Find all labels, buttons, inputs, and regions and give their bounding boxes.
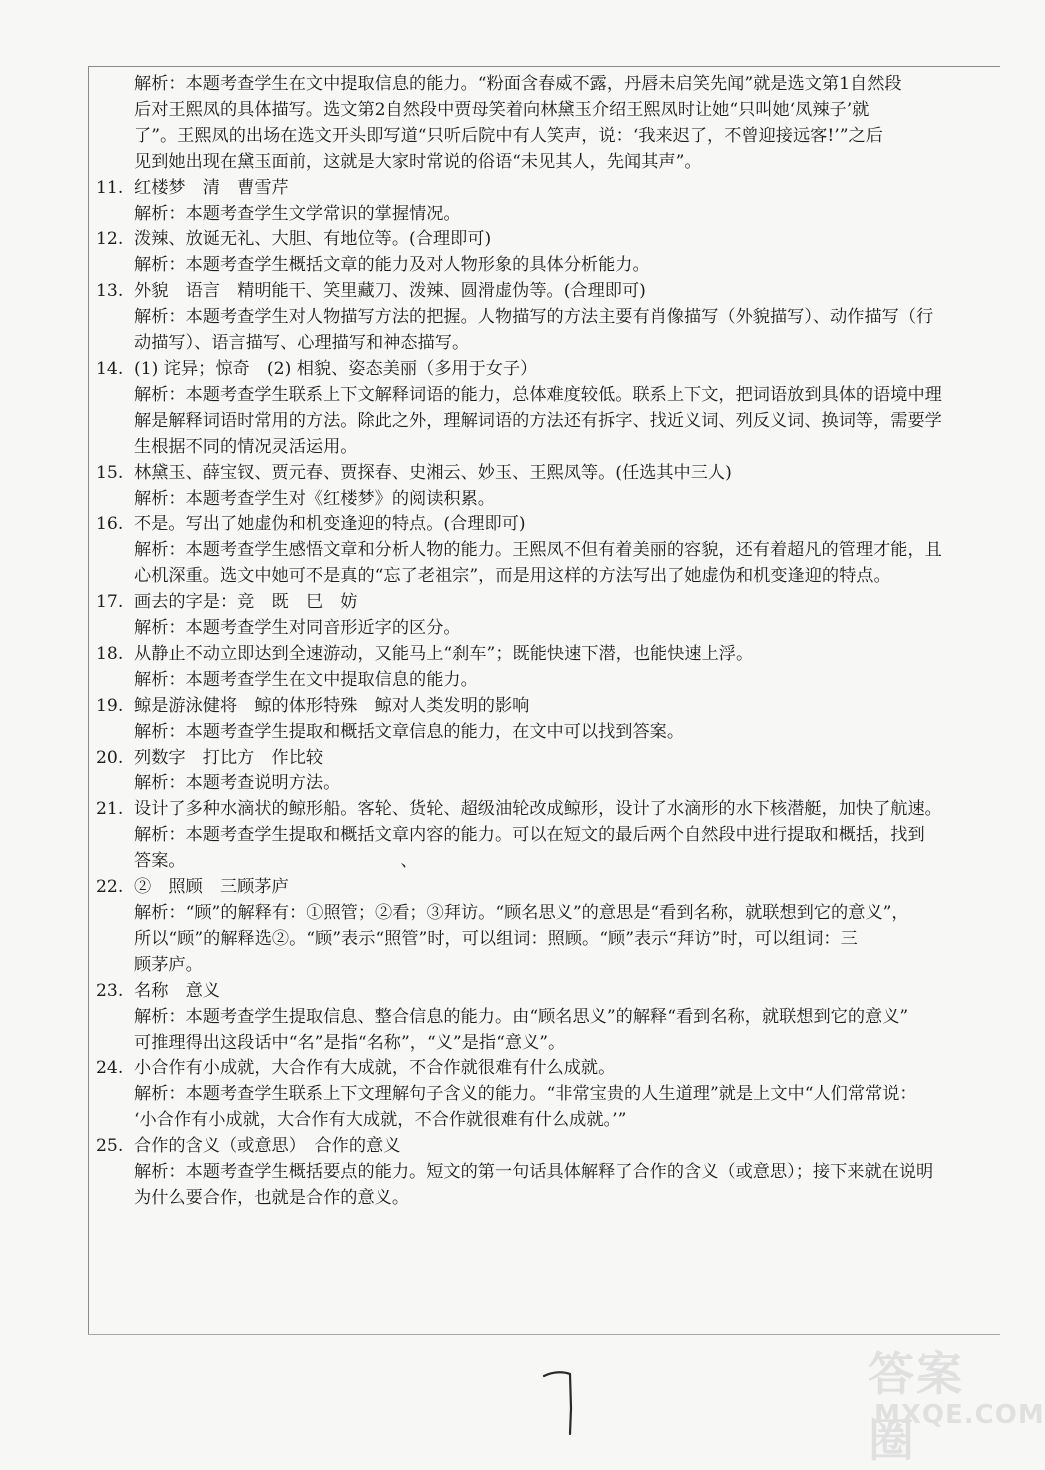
item-number [96, 202, 134, 228]
answer-item-line [96, 642, 986, 668]
item-number [96, 771, 134, 797]
line-text: 解析：本题考查学生联系上下文解释词语的能力，总体难度较低。联系上下文，把词语放到具体的语境中理 [134, 384, 942, 405]
line-text: 设计了多种水滴状的鲸形船。客轮、货轮、超级油轮改成鲸形，设计了水滴形的水下核潜艇，加快了航速。 [134, 799, 942, 820]
line-text: 可推理得出这段话中“名”是指“名称”，“义”是指“意义”。 [134, 1032, 566, 1053]
explanation-line [96, 1082, 986, 1108]
line-text: 名称 意义 [134, 980, 220, 1001]
line-text: 解析：本题考查学生联系上下文理解句子含义的能力。“非常宝贵的人生道理”就是上文中“人们常常说： [134, 1084, 917, 1105]
item-number: 17. [96, 592, 124, 613]
item-number: 23. [96, 980, 124, 1001]
line-text: 答案。 、 [134, 851, 418, 872]
item-number [96, 927, 134, 953]
explanation-line [96, 124, 986, 150]
explanation-line [96, 409, 986, 435]
explanation-line [96, 953, 986, 979]
line-text: 林黛玉、薛宝钗、贾元春、贾探春、史湘云、妙玉、王熙凤等。(任选其中三人) [134, 462, 732, 483]
watermark-logo [868, 1338, 1045, 1467]
explanation-line [96, 720, 986, 746]
answer-item-line [96, 279, 986, 305]
line-text: ② 照顾 三顾茅庐 [134, 877, 289, 898]
item-number: 25. [96, 1136, 124, 1157]
item-number: 15. [96, 462, 124, 483]
item-number [96, 1031, 134, 1057]
explanation-line [96, 435, 986, 461]
explanation-line [96, 1005, 986, 1031]
item-number [96, 72, 134, 98]
line-text: 不是。写出了她虚伪和机变逢迎的特点。(合理即可) [134, 514, 526, 535]
item-number: 22. [96, 877, 124, 898]
item-number [96, 305, 134, 331]
line-text: 解是解释词语时常用的方法。除此之外，理解词语的方法还有拆字、找近义词、列反义词、换词等，需要学 [134, 410, 942, 431]
answer-item-line [96, 227, 986, 253]
item-number: 19. [96, 695, 124, 716]
answer-item-line [96, 746, 986, 772]
line-text: 所以“顾”的解释选②。“顾”表示“照管”时，可以组词：照顾。“顾”表示“拜访”时，可以组词：三 [134, 928, 858, 949]
explanation-line [96, 150, 986, 176]
item-number [96, 720, 134, 746]
item-number: 14. [96, 358, 124, 379]
line-text: 解析：本题考查学生概括文章的能力及对人物形象的具体分析能力。 [134, 255, 650, 276]
line-text: 解析：本题考查学生对人物描写方法的把握。人物描写的方法主要有肖像描写（外貌描写）、动作描写（行 [134, 307, 934, 328]
explanation-line [96, 1108, 986, 1134]
item-number: 16. [96, 514, 124, 535]
page-frame-left [88, 66, 89, 1334]
item-number [96, 953, 134, 979]
line-text: 鲸是游泳健将 鲸的体形特殊 鲸对人类发明的影响 [134, 695, 530, 716]
page-frame-bottom [88, 1334, 1000, 1335]
item-number: 24. [96, 1058, 124, 1079]
explanation-line [96, 564, 986, 590]
explanation-line [96, 771, 986, 797]
line-text: 生根据不同的情况灵活运用。 [134, 436, 358, 457]
answer-text-body [96, 72, 986, 1212]
explanation-line [96, 305, 986, 331]
line-text: 外貌 语言 精明能干、笑里藏刀、泼辣、圆滑虚伪等。(合理即可) [134, 281, 646, 302]
explanation-line [96, 487, 986, 513]
explanation-line [96, 72, 986, 98]
explanation-line [96, 927, 986, 953]
item-number [96, 1160, 134, 1186]
explanation-line [96, 253, 986, 279]
line-text: 红楼梦 清 曹雪芹 [134, 177, 289, 198]
line-text: 解析：本题考查学生文学常识的掌握情况。 [134, 203, 461, 224]
item-number [96, 616, 134, 642]
line-text: 画去的字是：竞 既 巳 妨 [134, 592, 358, 613]
line-text: 动描写）、语言描写、心理描写和神态描写。 [134, 333, 470, 354]
watermark-url-text: MXQE.COM [874, 1400, 1045, 1430]
line-text: (1) 诧异；惊奇 (2) 相貌、姿态美丽（多用于女子） [134, 358, 538, 379]
item-number: 13. [96, 281, 124, 302]
explanation-line [96, 901, 986, 927]
answer-item-line [96, 875, 986, 901]
item-number: 12. [96, 229, 124, 250]
line-text: 解析：本题考查学生对同音形近字的区分。 [134, 618, 461, 639]
answer-item-line [96, 461, 986, 487]
page-frame-top [88, 66, 1000, 67]
watermark-main-text: 答案圈 [868, 1347, 964, 1467]
line-text: 为什么要合作，也就是合作的意义。 [134, 1187, 410, 1208]
item-number [96, 150, 134, 176]
handwritten-mark-icon [540, 1368, 580, 1438]
line-text: 解析：本题考查学生对《红楼梦》的阅读积累。 [134, 488, 495, 509]
item-number: 11. [96, 177, 124, 198]
item-number [96, 901, 134, 927]
answer-item-line [96, 1134, 986, 1160]
explanation-line [96, 538, 986, 564]
line-text: 解析：本题考查说明方法。 [134, 773, 341, 794]
explanation-line [96, 383, 986, 409]
item-number [96, 409, 134, 435]
item-number [96, 668, 134, 694]
answer-item-line [96, 512, 986, 538]
item-number [96, 253, 134, 279]
explanation-line [96, 1031, 986, 1057]
line-text: ‘小合作有小成就，大合作有大成就，不合作就很难有什么成就。’” [134, 1110, 627, 1131]
line-text: 解析：本题考查学生提取和概括文章内容的能力。可以在短文的最后两个自然段中进行提取和概括，找到 [134, 825, 925, 846]
answer-item-line [96, 176, 986, 202]
answer-item-line [96, 590, 986, 616]
line-text: 解析：本题考查学生提取信息、整合信息的能力。由“顾名思义”的解释“看到名称，就联想到它的意义” [134, 1006, 909, 1027]
item-number [96, 538, 134, 564]
answer-item-line [96, 357, 986, 383]
item-number [96, 1005, 134, 1031]
item-number: 21. [96, 799, 124, 820]
item-number [96, 435, 134, 461]
item-number: 20. [96, 747, 124, 768]
item-number [96, 1186, 134, 1212]
answer-item-line [96, 797, 986, 823]
line-text: 了”。王熙凤的出场在选文开头即写道“只听后院中有人笑声，说：‘我来迟了，不曾迎接远客!’”之后 [134, 125, 883, 146]
explanation-line [96, 331, 986, 357]
line-text: 见到她出现在黛玉面前，这就是大家时常说的俗语“未见其人，先闻其声”。 [134, 151, 702, 172]
answer-item-line [96, 1056, 986, 1082]
explanation-line [96, 668, 986, 694]
explanation-line [96, 823, 986, 849]
answer-item-line [96, 979, 986, 1005]
line-text: 解析：本题考查学生感悟文章和分析人物的能力。王熙凤不但有着美丽的容貌，还有着超凡的管理才能，且 [134, 540, 942, 561]
line-text: 解析：本题考查学生提取和概括文章信息的能力，在文中可以找到答案。 [134, 721, 685, 742]
line-text: 顾茅庐。 [134, 954, 203, 975]
line-text: 解析：本题考查学生在文中提取信息的能力。“粉面含春威不露，丹唇未启笑先闻”就是选文第1自然段 [134, 74, 902, 94]
item-number [96, 1082, 134, 1108]
explanation-line [96, 98, 986, 124]
line-text: 解析：本题考查学生概括要点的能力。短文的第一句话具体解释了合作的含义（或意思）；接下来就在说明 [134, 1162, 934, 1183]
item-number [96, 487, 134, 513]
line-text: 列数字 打比方 作比较 [134, 747, 324, 768]
item-number [96, 331, 134, 357]
line-text: 心机深重。选文中她可不是真的“忘了老祖宗”，而是用这样的方法写出了她虚伪和机变逢迎的特点。 [134, 566, 891, 587]
line-text: 从静止不动立即达到全速游动，又能马上“刹车”；既能快速下潜，也能快速上浮。 [134, 643, 754, 664]
item-number [96, 849, 134, 875]
item-number [96, 383, 134, 409]
explanation-line [96, 616, 986, 642]
item-number [96, 98, 134, 124]
line-text: 小合作有小成就，大合作有大成就，不合作就很难有什么成就。 [134, 1058, 616, 1079]
item-number [96, 1108, 134, 1134]
line-text: 合作的含义（或意思） 合作的意义 [134, 1136, 401, 1157]
explanation-line [96, 1186, 986, 1212]
line-text: 后对王熙凤的具体描写。选文第2自然段中贾母笑着向林黛玉介绍王熙凤时让她“只叫她‘凤辣子’就 [134, 99, 870, 120]
answer-item-line [96, 694, 986, 720]
line-text: 泼辣、放诞无礼、大胆、有地位等。(合理即可) [134, 229, 492, 250]
item-number: 18. [96, 643, 124, 664]
item-number [96, 823, 134, 849]
explanation-line [96, 849, 986, 875]
explanation-line [96, 202, 986, 228]
line-text: 解析：本题考查学生在文中提取信息的能力。 [134, 669, 478, 690]
line-text: 解析：“顾”的解释有：①照管；②看；③拜访。“顾名思义”的意思是“看到名称，就联想到它的意义”， [134, 903, 909, 923]
item-number [96, 124, 134, 150]
item-number [96, 564, 134, 590]
explanation-line [96, 1160, 986, 1186]
